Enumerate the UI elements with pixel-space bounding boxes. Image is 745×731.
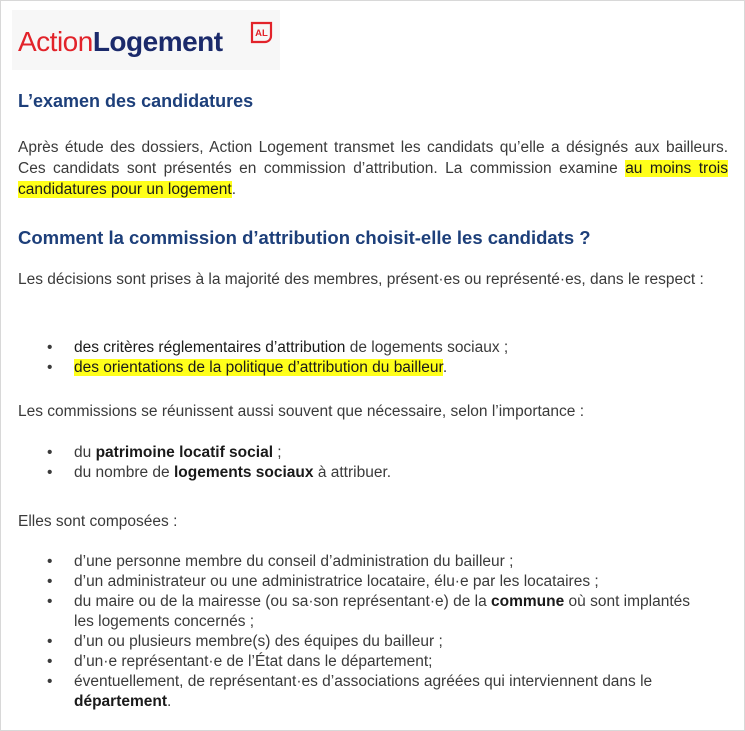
item-text: à attribuer. [313, 464, 392, 481]
examen-end: . [231, 181, 237, 198]
bold-logements-sociaux: logements sociaux [173, 464, 314, 481]
bullet-icon: • [47, 339, 53, 356]
criteres-rest: de logements sociaux ; [345, 339, 509, 356]
list-item [18, 572, 698, 592]
logo-wordmark [18, 26, 223, 58]
bold-patrimoine: patrimoine locatif social [95, 444, 273, 461]
item-text: où sont implantés les logements concernés ; [74, 593, 691, 630]
item-text: d’une personne membre du conseil d’administration du bailleur ; [74, 553, 514, 570]
al-badge-icon [248, 19, 275, 46]
item-text: éventuellement, de représentant·es d’associations agréées qui interviennent dans le [74, 673, 653, 690]
bullet-icon: • [47, 553, 53, 570]
bullet-icon: • [47, 359, 53, 376]
composition-list [18, 552, 698, 712]
section-title-examen: L’examen des candidatures [18, 91, 254, 111]
list-item [18, 358, 718, 378]
item-text: d’un·e représentant·e de l’État dans le département; [74, 653, 433, 670]
list-item [18, 632, 698, 652]
bullet-icon: • [47, 593, 53, 610]
bullet-icon: • [47, 464, 53, 481]
highlight-trois-candidatures: au moins trois candidatures pour un logement [18, 160, 729, 198]
examen-text: Après étude des dossiers, Action Logement transmet les candidats qu’elle a désignés aux bailleurs. Ces candidats sont présentés en commission d’attribution. La commission examine [18, 139, 728, 177]
bullet-icon: • [47, 673, 53, 690]
item-text: du maire ou de la mairesse (ou sa·son représentant·e) de la [74, 593, 491, 610]
action-logement-logo [12, 10, 280, 70]
bullet-icon: • [47, 444, 53, 461]
logo-part-action: Action [18, 26, 93, 57]
bullet-icon: • [47, 653, 53, 670]
item-text: d’un ou plusieurs membre(s) des équipes du bailleur ; [74, 633, 443, 650]
bullet-icon: • [47, 633, 53, 650]
list-item [18, 463, 718, 483]
list-item [18, 443, 718, 463]
item-text: d’un administrateur ou une administratrice locataire, élu·e par les locataires ; [74, 573, 599, 590]
list-item [18, 672, 698, 712]
list-item [18, 338, 718, 358]
bullet-icon: • [47, 573, 53, 590]
importance-list [18, 443, 718, 483]
list-item [18, 592, 698, 632]
section-title-commission: Comment la commission d’attribution choisit-elle les candidats ? [18, 227, 591, 248]
item-text: du nombre de [74, 464, 174, 481]
logo-part-logement: Logement [92, 26, 223, 57]
item-text: . [167, 693, 172, 710]
svg-text:AL: AL [255, 28, 268, 39]
criteres-text: des critères réglementaires d’attribution [74, 339, 346, 356]
item-text: du [74, 444, 96, 461]
bold-departement: département [74, 693, 168, 710]
list-item [18, 552, 698, 572]
orientations-rest: . [442, 359, 448, 376]
list-item [18, 652, 698, 672]
bold-commune: commune [491, 593, 565, 610]
highlight-orientations: des orientations de la politique d’attribution du bailleur [74, 359, 443, 376]
decisions-intro: Les décisions sont prises à la majorité des membres, présent·es ou représenté·es, dans le respect : [18, 271, 704, 288]
composition-intro: Elles sont composées : [18, 513, 178, 530]
commissions-intro: Les commissions se réunissent aussi souvent que nécessaire, selon l’importance : [18, 403, 585, 420]
respect-list [18, 338, 718, 378]
item-text: ; [273, 444, 282, 461]
examen-paragraph [18, 137, 728, 200]
